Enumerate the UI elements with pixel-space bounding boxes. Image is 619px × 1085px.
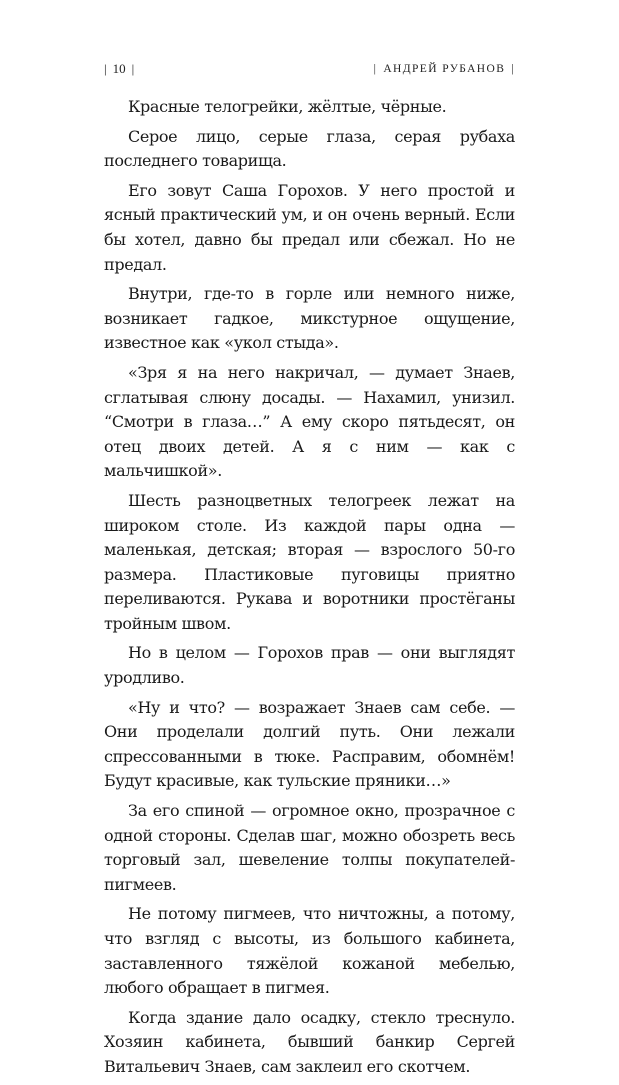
paragraph: Его зовут Саша Горохов. У него простой и ясный практический ум, и он очень верный. Если бы хотел, давно бы предал или сбежал. Но не предал. xyxy=(104,180,515,274)
body-text xyxy=(104,95,515,1085)
paragraph: Шесть разноцветных телогреек лежат на широком столе. Из каждой пары одна — маленькая, детская; вторая — взрослого 50-го размера. Пластиковые пуговицы приятно переливаются. Рукава и воротники простёганы тройным швом. xyxy=(104,490,515,633)
paragraph: За его спиной — огромное окно, прозрачное с одной стороны. Сделав шаг, можно обозреть весь торговый зал, шевеление толпы покупателей-пигмеев. xyxy=(104,801,515,894)
page-number: | 10 | xyxy=(104,61,135,76)
paragraph: Не потому пигмеев, что ничтожны, а потому, что взгляд с высоты, из большого кабинета, заставленного тяжёлой кожаной мебелью, любого обращает в пигмея. xyxy=(104,904,515,998)
author-name: | АНДРЕЙ РУБАНОВ | xyxy=(373,63,515,75)
paragraph: «Зря я на него накричал, — думает Знаев, сглатывая слюну досады. — Нахамил, унизил. “Смотри в глаза…” А ему скоро пятьдесят, он отец двоих детей. А я с ним — как с мальчишкой». xyxy=(104,362,515,481)
paragraph: Но в целом — Горохов прав — они выглядят уродливо. xyxy=(104,643,515,688)
paragraph: Красные телогрейки, жёлтые, чёрные. xyxy=(128,97,447,116)
paragraph: «Ну и что? — возражает Знаев сам себе. — Они проделали долгий путь. Они лежали спрессованными в тюке. Расправим, обомнём! Будут красивые, как тульские пряники…» xyxy=(104,697,515,791)
running-head xyxy=(104,58,515,80)
paragraph: Внутри, где-то в горле или немного ниже, возникает гадкое, микстурное ощущение, известное как «укол стыда». xyxy=(104,284,515,353)
paragraph: Серое лицо, серые глаза, серая рубаха последнего товарища. xyxy=(104,126,515,171)
paragraph: Когда здание дало осадку, стекло треснуло. Хозяин кабинета, бывший банкир Сергей Витальевич Знаев, сам заклеил его скотчем. xyxy=(104,1007,515,1076)
